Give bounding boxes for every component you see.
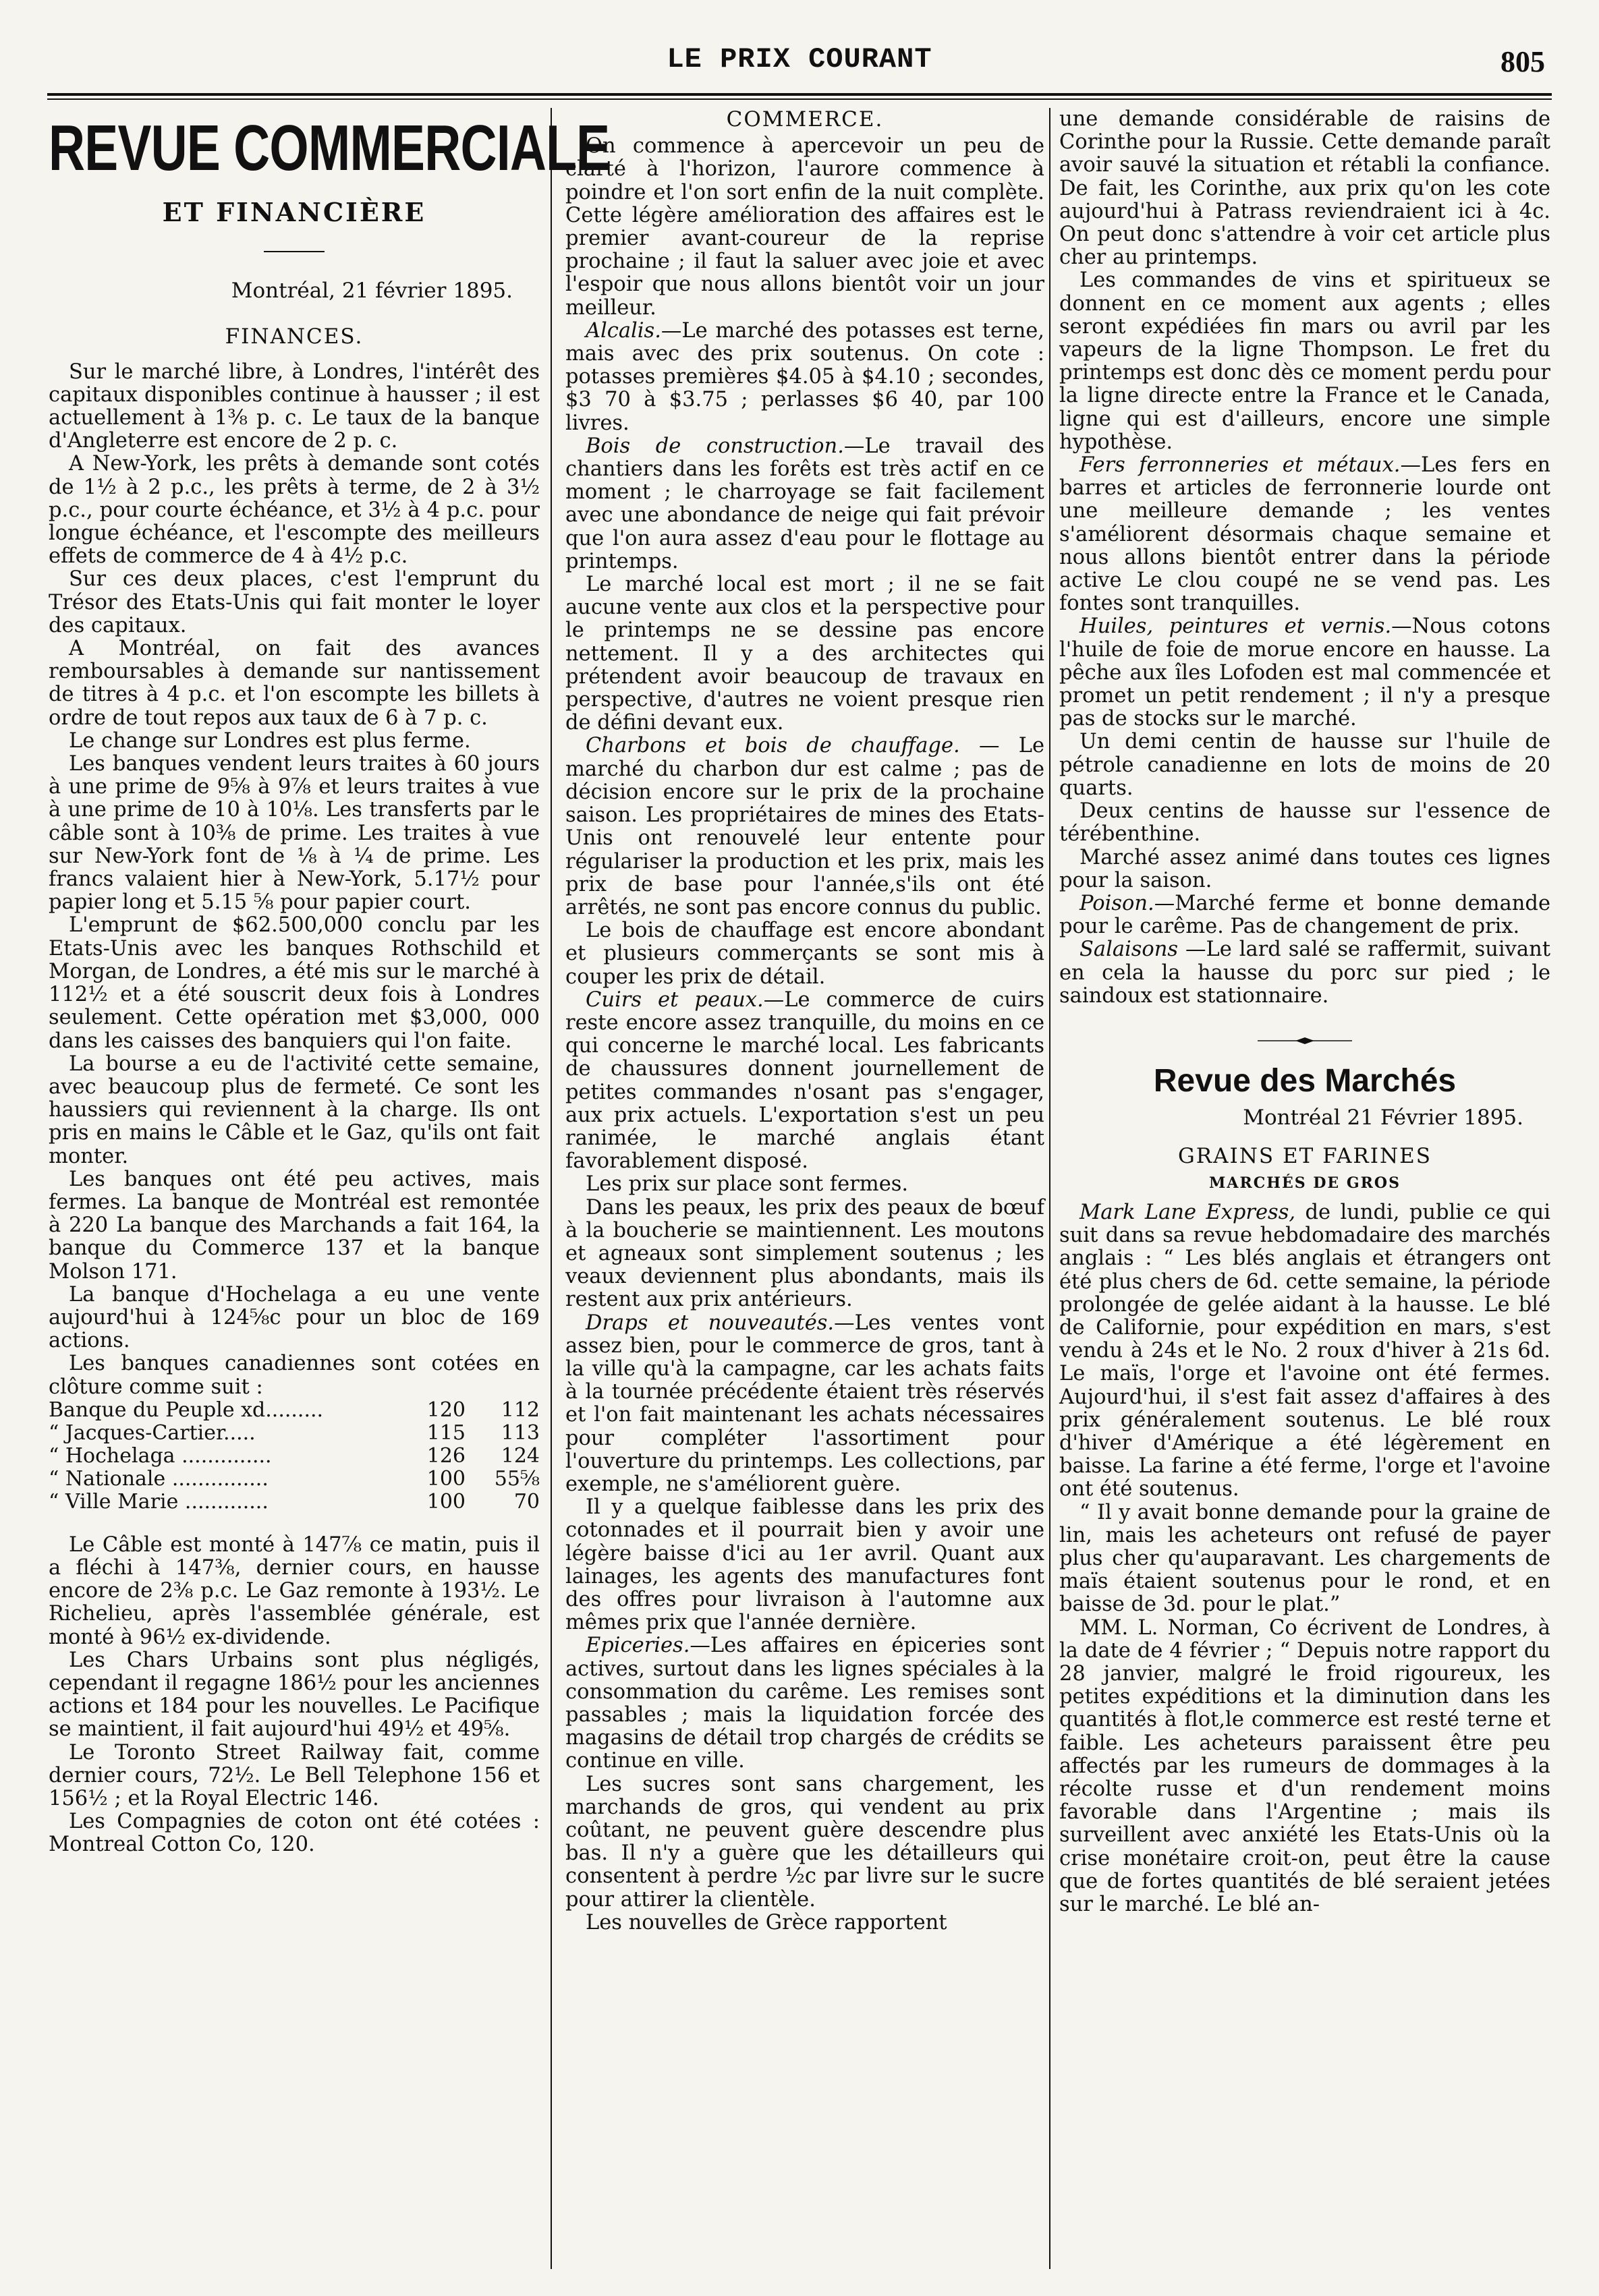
page-header bbox=[54, 43, 1545, 82]
stock-value: 112 bbox=[501, 1398, 540, 1422]
paragraph: A Montréal, on fait des avances remboursables à demande sur nantissement de titres à 4 p.c. et l'on escompte les billets à ordre de tout repos aux taux de 6 à 7 p. c. bbox=[49, 637, 540, 730]
paragraph: Les prix sur place sont fermes. bbox=[586, 1172, 909, 1197]
stock-name: “ Ville Marie ............. bbox=[49, 1489, 269, 1514]
dateline: Montréal 21 Février 1895. bbox=[1243, 1106, 1523, 1130]
stock-value: 70 bbox=[513, 1489, 540, 1514]
paragraph-lead: Bois de construction. bbox=[586, 434, 844, 458]
column-3 bbox=[1059, 108, 1550, 2262]
paragraph-body: —Nous cotons l'huile de foie de morue encore en hausse. La pêche aux îles Lofoden est mal commencée et promet un petit rendement ; il n'y a presque pas de stocks sur le marché. bbox=[1059, 614, 1550, 731]
stock-value: 113 bbox=[501, 1420, 540, 1445]
divider bbox=[264, 251, 325, 252]
paragraph: une demande considérable de raisins de Corinthe pour la Russie. Cette demande paraît avoir sauvé la situation et rétabli la confiance. De fait, les Corinthe, aux prix qu'on les cote aujourd'hui à Patrass reviendraient ici à 4c. On peut donc s'attendre à voir cet article plus cher au printemps. bbox=[1059, 107, 1550, 270]
stock-value: 100 bbox=[426, 1489, 466, 1514]
masthead-subtitle: ET FINANCIÈRE bbox=[162, 197, 426, 227]
column-divider bbox=[1049, 108, 1050, 2269]
page-number: 805 bbox=[1500, 45, 1545, 78]
section-heading: FINANCES. bbox=[225, 324, 364, 349]
stock-table bbox=[49, 1399, 540, 1514]
spacer bbox=[49, 1514, 540, 1534]
paragraph bbox=[565, 735, 1044, 919]
paragraph: L'emprunt de $62.500,000 conclu par les Etats-Unis avec les banques Rothschild et Morgan, de Londres, a été mis sur le marché à 112½ et a été souscrit deux fois à Londres seulement. Cette opération met $3,000, 000 dans les caisses des banquiers qui l'on faite. bbox=[49, 913, 540, 1053]
paragraph: Le Câble est monté à 147⅞ ce matin, puis il a fléchi à 147⅜, dernier cours, en hausse encore de 2⅜ p.c. Le Gaz remonte à 193½. Le Richelieu, après l'assemblée générale, est monté à 96½ ex-dividende. bbox=[49, 1532, 540, 1649]
stock-name: “ Nationale ............... bbox=[49, 1466, 269, 1491]
paragraph bbox=[1059, 938, 1550, 1008]
paragraph: Les banques ont été peu actives, mais fermes. La banque de Montréal est remontée à 220 La banque des Marchands a fait 164, la banque du Commerce 137 et la banque Molson 171. bbox=[49, 1167, 540, 1284]
column-2 bbox=[565, 108, 1044, 2262]
paragraph-body: —Le lard salé se raffermit, suivant en cela la hausse du porc sur pied ; le saindoux est stationnaire. bbox=[1059, 938, 1550, 1008]
paragraph-body: —Le commerce de cuirs reste encore assez tranquille, du moins en ce qui concerne le marché local. Les fabricants de chaussures donnent journellement de petites commandes n'osant pas s'engager, aux prix actuels. L'exportation s'est un peu ranimée, le marché anglais étant favorablement disposé. bbox=[565, 987, 1044, 1174]
paragraph-lead: Fers ferronneries et métaux. bbox=[1079, 453, 1401, 478]
paragraph: Le marché local est mort ; il ne se fait aucune vente aux clos et la perspective pour le printemps ne se dessine pas encore nettement. Il y a des architectes qui prétendent avoir beaucoup de travaux en perspective, d'autres ne voient presque rien de défini devant eux. bbox=[565, 573, 1044, 735]
paragraph: Sur ces deux places, c'est l'emprunt du Trésor des Etats-Unis qui fait monter le loyer des capitaux. bbox=[49, 567, 540, 637]
stock-name: “ Jacques-Cartier..... bbox=[49, 1420, 256, 1445]
paragraph-body: —Marché ferme et bonne demande pour le carême. Pas de changement de prix. bbox=[1059, 891, 1550, 939]
paragraph: Les sucres sont sans chargement, les marchands de gros, qui vendent au prix coûtant, ne peuvent guère descendre plus bas. Il n'y a guère que les détailleurs qui consentent à perdre ½c par livre sur le sucre pour attirer la clientèle. bbox=[565, 1772, 1044, 1912]
stock-value: 100 bbox=[426, 1466, 466, 1491]
paragraph-lead: Poison. bbox=[1079, 891, 1154, 915]
stock-name: Banque du Peuple xd......... bbox=[49, 1398, 324, 1422]
paragraph-body: —Les ventes vont assez bien, pour le commerce de gros, tant à la ville qu'à la campagne, car les achats faits à la tournée précédente étaient très réservés et l'on fait maintenant les achats nécessaires pour compléter l'assortiment pour l'ouverture du printemps. Les collections, par exemple, ne s'améliorent guère. bbox=[565, 1311, 1044, 1496]
paragraph: Sur le marché libre, à Londres, l'intérêt des capitaux disponibles continue à hausser ; il est actuellement à 1⅜ p. c. Le taux de la banque d'Angleterre est encore de 2 p. c. bbox=[49, 360, 540, 453]
stock-value: 124 bbox=[501, 1443, 540, 1468]
paragraph: Le bois de chauffage est encore abondant et plusieurs commerçants se sont mis à couper les prix de détail. bbox=[565, 919, 1044, 989]
masthead-title: REVUE COMMERCIALE bbox=[49, 112, 610, 184]
paragraph-body: —Les fers en barres et articles de ferronnerie lourde ont une meilleure demande ; les ventes s'améliorent désormais chaque semaine et nous allons bientôt entrer dans la période active Le clou coupé ne se vend pas. Les fontes sont tranquilles. bbox=[1059, 453, 1551, 616]
paragraph-lead: Huiles, peintures et vernis. bbox=[1079, 614, 1392, 639]
paragraph: Les commandes de vins et spiritueux se donnent en ce moment aux agents ; elles seront expédiées fin mars ou avril par les vapeurs de la ligne Thompson. Le fret du printemps est donc dès ce moment perdu pour la ligne directe entre la France et le Canada, ligne qui est d'ailleurs, encore une simple hypothèse. bbox=[1059, 268, 1550, 454]
paragraph: A New-York, les prêts à demande sont cotés de 1½ à 2 p.c., les prêts à terme, de 2 à 3½ p.c., pour courte échéance, et 3½ à 4 p.c. pour longue échéance, et l'escompte des meilleurs effets de commerce de 4 à 4½ p.c. bbox=[49, 452, 540, 569]
stock-value: 55⅝ bbox=[494, 1466, 540, 1491]
stock-row bbox=[49, 1399, 540, 1422]
paragraph bbox=[565, 1312, 1044, 1497]
stock-row bbox=[49, 1468, 540, 1491]
dateline: Montréal, 21 février 1895. bbox=[231, 279, 513, 304]
section-heading: GRAINS ET FARINES bbox=[1178, 1143, 1432, 1168]
paragraph-lead: Alcalis. bbox=[586, 318, 661, 343]
paragraph: MM. L. Norman, Co écrivent de Londres, à la date de 4 février ; “ Depuis notre rapport du 28 janvier, malgré le froid rigoureux, les petites expéditions et la diminution dans les quantités à flot,le commerce est resté terne et faible. Les acheteurs paraissent être peu affectés par les rumeurs de dommages à la récolte russe et d'un rendement moins favorable dans l'Argentine ; mais ils surveillent avec anxiété les Etats-Unis où la crise monétaire croit-on, peut être la cause que de fortes quantités de blé seraient jetées sur le marché. Le blé an- bbox=[1059, 1615, 1550, 1917]
paragraph: Le Toronto Street Railway fait, comme dernier cours, 72½. Le Bell Telephone 156 et 156½ ; et la Royal Electric 146. bbox=[49, 1740, 540, 1810]
paragraph: La bourse a eu de l'activité cette semaine, avec beaucoup plus de fermeté. Ce sont les haussiers qui reviennent à la charge. Ils ont pris en mains le Câble et le Gaz, qu'ils ont fait monter. bbox=[49, 1052, 540, 1168]
paragraph-body: de lundi, publie ce qui suit dans sa revue hebdomadaire des marchés anglais : “ Les blés anglais et étrangers ont été plus chers de 6d. cette semaine, la période prolongée de gelée aidant à la hausse. Le blé de Californie, pour expédition en mars, s'est vendu à 24s et le No. 2 roux d'hiver à 21s 6d. Le maïs, l'orge et l'avoine ont été fermes. Aujourd'hui, il s'est fait assez d'affaires à des prix généralement soutenus. Le blé roux d'hiver d'Amérique a été légèrement en baisse. La farine a été ferme, l'orge et l'avoine ont été soutenus. bbox=[1059, 1200, 1550, 1501]
paragraph-lead: Mark Lane Express, bbox=[1079, 1200, 1296, 1224]
paragraph: Un demi centin de hausse sur l'huile de pétrole canadienne en lots de moins de 20 quarts. bbox=[1059, 730, 1550, 800]
stock-row bbox=[49, 1445, 540, 1468]
paragraph-lead: Salaisons bbox=[1079, 938, 1179, 962]
paragraph bbox=[565, 320, 1044, 435]
paragraph bbox=[1059, 1201, 1550, 1501]
paragraph: Les nouvelles de Grèce rapportent bbox=[586, 1910, 947, 1934]
paragraph bbox=[1059, 454, 1550, 615]
paragraph bbox=[565, 989, 1044, 1174]
paragraph bbox=[565, 435, 1044, 573]
paragraph-lead: Draps et nouveautés. bbox=[586, 1311, 835, 1335]
paragraph: Le change sur Londres est plus ferme. bbox=[69, 728, 471, 753]
paragraph: On commence à apercevoir un peu de clarté à l'horizon, l'aurore commence à poindre et l'on sort enfin de la nuit complète. Cette légère amélioration des affaires est le premier avant-coureur de la reprise prochaine ; il faut la saluer avec joie et avec l'espoir que nous allons bientôt voir un jour meilleur. bbox=[565, 134, 1044, 320]
paragraph: Il y a quelque faiblesse dans les prix des cotonnades et il pourrait bien y avoir une légère baisse d'ici au 1er avril. Quant aux lainages, les agents des manufactures font des offres pour livraison à l'automne aux mêmes prix que l'année dernière. bbox=[565, 1495, 1044, 1635]
paragraph-lead: Charbons et bois de chauffage. bbox=[586, 734, 960, 758]
paragraph: Les banques vendent leurs traites à 60 jours à une prime de 9⅝ à 9⅞ et leurs traites à vue à une prime de 10 à 10⅛. Les transferts par le câble sont à 10⅜ de prime. Les traites à vue sur New-York font de ⅛ à ¼ de prime. Les francs valaient hier à New-York, 5.17½ pour papier long et 5.15 ⅝ pour papier court. bbox=[49, 752, 540, 915]
paragraph: Les banques canadiennes sont cotées en clôture comme suit : bbox=[49, 1352, 540, 1399]
paragraph: La banque d'Hochelaga a eu une vente aujourd'hui à 124⅝c pour un bloc de 169 actions. bbox=[49, 1282, 540, 1353]
paragraph bbox=[1059, 615, 1550, 730]
paragraph-body: —Le marché des potasses est terne, mais avec des prix soutenus. On cote : potasses premières $4.05 à $4.10 ; secondes, $3 70 à $3.75 ; perlasses $6 40, par 100 livres. bbox=[565, 318, 1044, 435]
paragraph-body: — Le marché du charbon dur est calme ; pas de décision encore sur le prix de la prochaine saison. Les propriétaires de mines des Etats-Unis ont renouvelé leur entente pour régulariser la production et les prix, mais les prix de base pour l'année,s'ils ont été arrêtés, ne sont pas encore connus du public. bbox=[565, 734, 1044, 919]
paragraph: Dans les peaux, les prix des peaux de bœuf à la boucherie se maintiennent. Les moutons et agneaux sont simplement soutenus ; les veaux deviennent plus abondants, mais ils restent aux prix antérieurs. bbox=[565, 1195, 1044, 1312]
paragraph: Les Compagnies de coton ont été cotées : Montreal Cotton Co, 120. bbox=[49, 1810, 540, 1857]
paragraph: Deux centins de hausse sur l'essence de térébenthine. bbox=[1059, 799, 1550, 846]
column-divider bbox=[551, 108, 552, 2269]
subsection-heading: MARCHÉS DE GROS bbox=[1209, 1174, 1401, 1192]
paragraph bbox=[1059, 892, 1550, 938]
ornament-divider bbox=[1059, 1029, 1550, 1052]
paragraph-lead: Cuirs et peaux. bbox=[586, 987, 764, 1012]
paragraph-body: —Les affaires en épiceries sont actives, surtout dans les lignes spéciales à la consommation du carême. Les remises sont passables ; mais la liquidation forcée des magasins de détail trop chargés de crédits se continue en ville. bbox=[565, 1634, 1044, 1773]
column-1 bbox=[49, 108, 610, 2262]
stock-row bbox=[49, 1422, 540, 1445]
paragraph-lead: Epiceries. bbox=[586, 1634, 690, 1658]
paragraph: “ Il y avait bonne demande pour la graine de lin, mais les acheteurs ont refusé de payer plus cher qu'auparavant. Les chargements de maïs étaient soutenus pour le rond, et en baisse de 3d. pour le plat.” bbox=[1059, 1500, 1550, 1617]
stock-value: 120 bbox=[426, 1398, 466, 1422]
stock-value: 115 bbox=[426, 1420, 466, 1445]
stock-row bbox=[49, 1491, 540, 1514]
paragraph: Les Chars Urbains sont plus négligés, cependant il regagne 186½ pour les anciennes actions et 184 pour les nouvelles. Le Pacifique se maintient, il fait aujourd'hui 49½ et 49⅝. bbox=[49, 1648, 540, 1742]
stock-value: 126 bbox=[426, 1443, 466, 1468]
paragraph bbox=[565, 1634, 1044, 1773]
ornament-rule-icon bbox=[1258, 1036, 1352, 1045]
stock-name: “ Hochelaga .............. bbox=[49, 1443, 272, 1468]
running-title: LE PRIX COURANT bbox=[667, 43, 932, 76]
header-rule bbox=[47, 93, 1552, 96]
header-rule-thin bbox=[47, 98, 1552, 100]
section-heading: COMMERCE. bbox=[726, 107, 884, 132]
paragraph: Marché assez animé dans toutes ces lignes pour la saison. bbox=[1059, 845, 1550, 892]
paragraph-body: —Le travail des chantiers dans les forêts est très actif en ce moment ; le charroyage se fait facilement avec une abondance de neige qui fait prévoir que l'on aura assez d'eau pour le flottage au printemps. bbox=[565, 434, 1044, 573]
section-title: Revue des Marchés bbox=[1153, 1063, 1457, 1099]
